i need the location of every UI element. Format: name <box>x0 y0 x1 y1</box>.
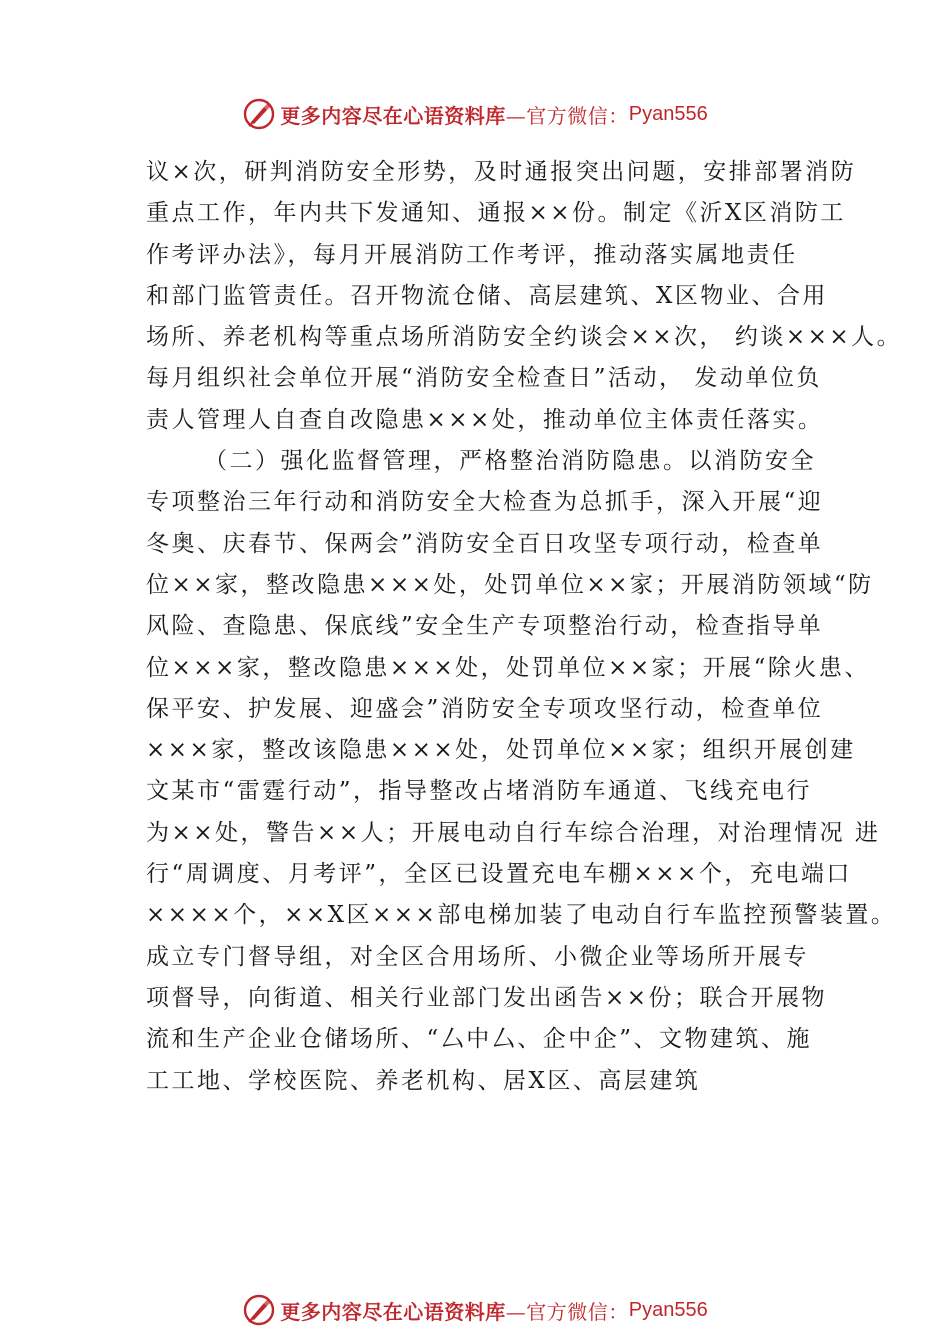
document-body <box>146 152 903 1102</box>
body-line: 风险、查隐患、保底线”安全生产专项整治行动，检查指导单 <box>146 613 824 640</box>
body-line: 文某市“雷霆行动”，指导整改占堵消防车通道、飞线充电行 <box>146 778 813 805</box>
footer-title: 更多内容尽在心语资料库 <box>280 1299 506 1324</box>
body-line: 项督导，向街道、相关行业部门发出函告××份；联合开展物 <box>146 984 828 1011</box>
body-line: 工工地、学校医院、养老机构、居X区、高层建筑 <box>146 1067 701 1094</box>
body-line: 每月组织社会单位开展“消防安全检查日”活动， 发动单位负 <box>146 365 822 392</box>
body-line: 议×次，研判消防安全形势，及时通报突出问题，安排部署消防 <box>146 159 857 185</box>
header-title: 更多内容尽在心语资料库 <box>280 103 506 128</box>
body-line: 位×××家，整改隐患×××处，处罚单位××家；开展“除火患、 <box>146 654 870 681</box>
header-watermark <box>0 94 950 134</box>
footer-watermark <box>0 1290 950 1330</box>
footer-wechat-id: Pyan556 <box>628 1298 708 1321</box>
pen-logo-icon <box>242 1293 276 1327</box>
body-line: 保平安、护发展、迎盛会”消防安全专项攻坚行动，检查单位 <box>146 695 824 722</box>
header-wechat-id: Pyan556 <box>628 102 708 125</box>
body-line: ×××家，整改该隐患×××处，处罚单位××家；组织开展创建 <box>146 737 856 764</box>
body-line: ××××个，××X区×××部电梯加装了电动自行车监控预警装置。 <box>146 902 897 929</box>
body-line: 为××处，警告××人；开展电动自行车综合治理，对治理情况 进 <box>146 819 881 846</box>
body-line: 冬奥、庆春节、保两会”消防安全百日攻坚专项行动，检查单 <box>146 530 824 557</box>
body-line: 行“周调度、月考评”，全区已设置充电车棚×××个，充电端口 <box>146 861 852 888</box>
body-line: 场所、养老机构等重点场所消防安全约谈会××次， 约谈×××人。 <box>146 324 903 351</box>
body-line: 成立专门督导组，对全区合用场所、小微企业等场所开展专 <box>146 943 809 970</box>
header-wechat-label: —官方微信： <box>505 103 629 128</box>
body-line: 重点工作，年内共下发通知、通报××份。制定《沂X区消防工 <box>146 200 846 227</box>
body-line: 和部门监管责任。召开物流仓储、高层建筑、X区物业、合用 <box>146 282 828 309</box>
section-heading-line: （二）强化监督管理，严格整治消防隐患。以消防安全 <box>204 448 816 475</box>
body-line: 作考评办法》，每月开展消防工作考评，推动落实属地责任 <box>146 241 798 268</box>
body-line: 责人管理人自查自改隐患×××处，推动单位主体责任落实。 <box>146 406 824 433</box>
pen-logo-icon <box>242 97 276 131</box>
body-line: 专项整治三年行动和消防安全大检查为总抓手，深入开展“迎 <box>146 489 824 516</box>
footer-wechat-label: —官方微信： <box>505 1299 629 1324</box>
body-line: 流和生产企业仓储场所、“厶中厶、企中企”、文物建筑、施 <box>146 1026 813 1053</box>
body-line: 位××家，整改隐患×××处，处罚单位××家；开展消防领域“防 <box>146 571 874 598</box>
